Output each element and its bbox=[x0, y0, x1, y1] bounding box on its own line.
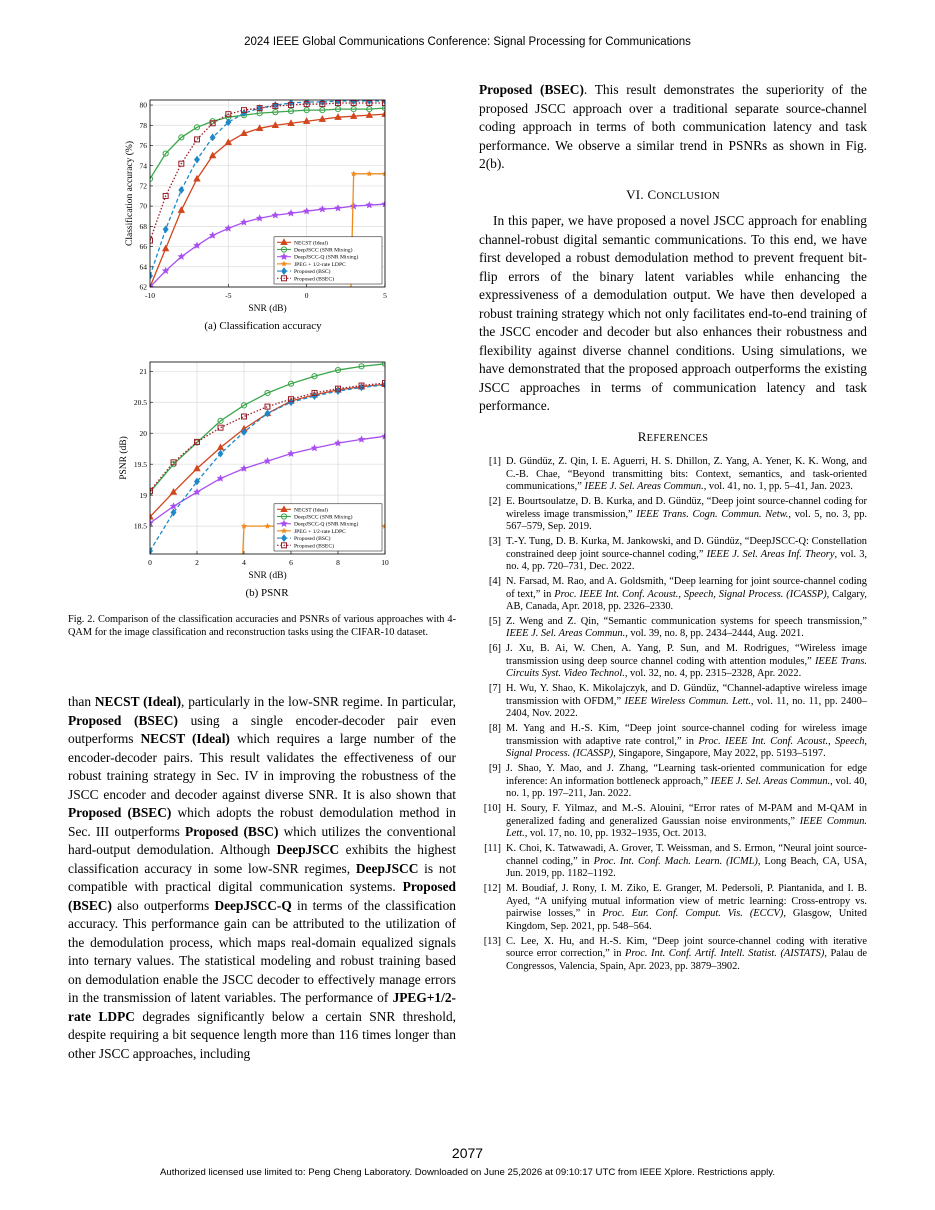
legend-label: NECST (Ideal) bbox=[294, 507, 328, 514]
data-point bbox=[265, 523, 270, 528]
chart-psnr bbox=[110, 358, 410, 583]
y-tick-label: 66 bbox=[139, 242, 147, 252]
reference-segment: , vol. 17, no. 10, pp. 1932–1935, Oct. 2013. bbox=[524, 828, 707, 840]
reference-number: [5] bbox=[488, 615, 501, 627]
reference-number: [9] bbox=[488, 763, 501, 775]
reference-item bbox=[479, 763, 867, 801]
data-point bbox=[350, 203, 357, 210]
y-axis-label: PSNR (dB) bbox=[119, 436, 129, 480]
reference-number: [7] bbox=[488, 683, 501, 695]
left-body-segment: Proposed (BSEC) bbox=[68, 805, 172, 820]
y-tick-label: 68 bbox=[139, 221, 147, 231]
x-tick-label: 8 bbox=[336, 558, 340, 567]
reference-segment: , Calgary, AB, Canada, Apr. 2018, pp. 2326–2330. bbox=[506, 588, 867, 613]
reference-number: [1] bbox=[488, 456, 501, 467]
legend-label: DeepJSCC-Q (SNR Mixing) bbox=[294, 521, 359, 528]
running-header: 2024 IEEE Global Communications Conference: Signal Processing for Communications bbox=[244, 36, 691, 48]
right-top-segment: Proposed (BSEC) bbox=[479, 82, 584, 97]
data-point bbox=[264, 458, 271, 465]
left-body-segment: degrades significantly below a certain SNR threshold, despite requiring a bit sequence length more than 116 times longer than other JSCC approaches, including bbox=[68, 1008, 456, 1061]
left-body-segment: Proposed (BSC) bbox=[184, 823, 279, 839]
references-heading: REFERENCES bbox=[637, 428, 709, 444]
y-axis-label: Classification accuracy (%) bbox=[125, 141, 135, 246]
left-body-segment: Proposed (BSEC) bbox=[68, 879, 456, 913]
x-tick-label: 4 bbox=[242, 558, 246, 567]
reference-segment: N. Farsad, M. Rao, and A. Goldsmith, “Deep learning for joint source-channel coding of text,” in bbox=[506, 575, 867, 600]
reference-item bbox=[479, 496, 867, 534]
series-line bbox=[150, 108, 385, 179]
reference-segment: IEEE J. Sel. Areas Commun. bbox=[506, 628, 626, 640]
data-point bbox=[366, 202, 373, 209]
left-body-segment: in terms of the classification accuracy. This performance gain can be attributed to the utilization of the demodulation process, which maps real-domain equalized signals into ternary values. The statistical modeling and robust training based on demodulation enable the JSCC decoder to effectively manage errors in the transmission of latent variables. The performance of bbox=[68, 897, 456, 1005]
data-point bbox=[256, 215, 263, 222]
reference-segment: , vol. 5, no. 3, pp. 567–579, Sep. 2019. bbox=[506, 508, 867, 533]
reference-segment: K. Choi, K. Tatwawadi, A. Grover, T. Weissman, and S. Ermon, “Neural joint source-channel coding,” in bbox=[506, 843, 867, 867]
reference-segment: , vol. 41, no. 1, pp. 5–41, Jan. 2023. bbox=[703, 481, 853, 493]
reference-segment: C. Lee, X. Hu, and H.-S. Kim, “Deep joint source-channel coding with iterative source error correction,” in bbox=[506, 935, 867, 960]
legend-label: JPEG + 1/2-rate LDPC bbox=[294, 528, 346, 535]
y-tick-label: 19 bbox=[139, 490, 147, 500]
data-point bbox=[367, 171, 372, 176]
reference-list bbox=[479, 456, 867, 973]
series-line bbox=[150, 364, 385, 492]
reference-item bbox=[479, 883, 867, 933]
reference-segment: E. Bourtsoulatze, D. B. Kurka, and D. Gündüz, “Deep joint source-channel coding for wireless image transmission,” bbox=[506, 495, 867, 520]
legend-label: DeepJSCC (SNR Mixing) bbox=[294, 514, 353, 521]
left-body-segment: which adopts the robust demodulation method in Sec. III outperforms bbox=[68, 805, 456, 839]
data-point bbox=[319, 206, 326, 213]
x-tick-label: 2 bbox=[195, 558, 199, 567]
right-column bbox=[479, 81, 867, 976]
left-body-segment: which requires a large number of the encoder-decoder pairs. This result validates the effectiveness of our robust training strategy in Sec. IV in improving the robustness of the JSCC encoder and decoder against diverse SNR. It is also shown that bbox=[68, 731, 456, 802]
y-tick-label: 62 bbox=[139, 282, 147, 292]
conclusion-paragraph: In this paper, we have proposed a novel JSCC approach for enabling channel-robust digital semantic communications. To this end, we have first developed a robust demodulation method to prevent frequent bit-flip errors of the binary latent variables while enhancing the expressiveness of a demodulation output. We have then developed a robust training strategy which not only facilitates end-to-end training of the JSCC encoder and decoder but also enhances their robustness and flexibility against diverse channel conditions. Using simulations, we have demonstrated that the proposed approach outperforms the existing JSCC approaches in terms of communication latency and task performance. bbox=[479, 213, 867, 413]
data-point bbox=[358, 436, 365, 443]
y-tick-label: 18.5 bbox=[133, 521, 147, 531]
x-tick-label: 0 bbox=[304, 291, 309, 300]
reference-item bbox=[479, 576, 867, 614]
reference-segment: H. Soury, F. Yilmaz, and M.-S. Alouini, “Error rates of M-PAM and M-QAM in generalized fading and generalized Gaussian noise environments,” bbox=[506, 803, 867, 827]
data-point bbox=[178, 207, 184, 213]
left-body-segment: also outperforms bbox=[111, 897, 215, 913]
left-body-segment: DeepJSCC-Q bbox=[214, 897, 292, 913]
legend-label: Proposed (BSC) bbox=[294, 269, 331, 276]
reference-segment: , vol. 32, no. 4, pp. 2315–2328, Apr. 2022. bbox=[624, 668, 802, 680]
data-point bbox=[241, 219, 248, 226]
reference-segment: IEEE Commun. Lett. bbox=[506, 815, 867, 840]
legend bbox=[274, 504, 382, 551]
y-tick-label: 64 bbox=[139, 262, 147, 272]
y-tick-label: 78 bbox=[139, 120, 147, 130]
x-tick-label: 5 bbox=[383, 291, 387, 300]
x-axis-label: SNR (dB) bbox=[248, 571, 287, 581]
data-point bbox=[311, 444, 318, 451]
chart-classification-accuracy bbox=[110, 90, 410, 320]
left-body-segment: Proposed (BSEC) bbox=[68, 712, 178, 728]
reference-segment: J. Shao, Y. Mao, and J. Zhang, “Learning task-oriented communication for edge inference: An information bottleneck approach,” bbox=[506, 763, 867, 787]
reference-number: [4] bbox=[488, 575, 501, 587]
series bbox=[148, 381, 388, 494]
reference-item bbox=[479, 843, 867, 881]
reference-number: [2] bbox=[488, 495, 501, 507]
page-number: 2077 bbox=[451, 1145, 484, 1161]
left-body-segment: , particularly in the low-SNR regime. In particular, bbox=[181, 694, 456, 709]
legend-label: Proposed (BSC) bbox=[294, 536, 331, 543]
reference-item bbox=[479, 643, 867, 681]
reference-segment: , vol. 39, no. 8, pp. 2434–2444, Aug. 2021. bbox=[625, 628, 804, 640]
conclusion-heading: VI. CONCLUSION bbox=[626, 186, 720, 202]
results-paragraph-continued bbox=[479, 81, 867, 174]
reference-segment: , Singapore, Singapore, May 2022, pp. 5193–5197. bbox=[613, 748, 826, 760]
left-body-segment: DeepJSCC bbox=[276, 842, 340, 857]
y-tick-label: 70 bbox=[139, 201, 147, 211]
data-point bbox=[272, 212, 279, 219]
reference-segment: H. Wu, Y. Shao, K. Mikolajczyk, and D. Gündüz, “Channel-adaptive wireless image transmission with OFDM,” bbox=[506, 683, 867, 707]
series bbox=[147, 361, 387, 494]
reference-item bbox=[479, 616, 867, 641]
x-axis-label: SNR (dB) bbox=[248, 304, 287, 314]
figure-caption: Fig. 2. Comparison of the classification accuracies and PSNRs of various approaches with 4-QAM for the image classification and reconstruction tasks using the CIFAR-10 dataset. bbox=[68, 614, 456, 638]
right-top-segment: . This result demonstrates the superiority of the proposed JSCC approach over a traditional separate source-channel coding approach in terms of both communication latency and task performance. We observe a similar trend in PSNRs as shown in Fig. 2(b). bbox=[479, 82, 867, 171]
reference-segment: Proc. IEEE Int. Conf. Acoust., Speech, Signal Process. (ICASSP) bbox=[554, 588, 827, 600]
series-line bbox=[150, 383, 385, 491]
y-tick-label: 21 bbox=[139, 366, 147, 376]
reference-number: [8] bbox=[488, 723, 501, 735]
left-body-segment: NECST (Ideal) bbox=[140, 731, 230, 746]
reference-number: [3] bbox=[488, 535, 501, 547]
reference-number: [6] bbox=[488, 643, 501, 655]
data-point bbox=[194, 156, 199, 163]
y-tick-label: 20.5 bbox=[133, 397, 147, 407]
x-tick-label: -5 bbox=[225, 291, 232, 300]
reference-segment: IEEE Trans. Cogn. Commun. Netw. bbox=[636, 508, 789, 520]
data-point bbox=[335, 205, 342, 212]
series bbox=[148, 101, 388, 243]
reference-item bbox=[479, 456, 867, 494]
legend-label: DeepJSCC-Q (SNR Mixing) bbox=[294, 254, 359, 261]
y-tick-label: 76 bbox=[139, 141, 147, 151]
legend-label: DeepJSCC (SNR Mixing) bbox=[294, 247, 353, 254]
reference-segment: , Glasgow, United Kingdom, Sep. 2021, pp. 548–564. bbox=[506, 908, 867, 932]
x-tick-label: 0 bbox=[148, 558, 152, 567]
reference-segment: , Palau de Congressos, Valencia, Spain, Apr. 2023, pp. 3879–3902. bbox=[506, 948, 867, 972]
y-tick-label: 20 bbox=[139, 428, 147, 438]
left-body-segment: using a single encoder-decoder pair even outperforms bbox=[68, 712, 456, 746]
reference-segment: J. Xu, B. Ai, W. Chen, A. Yang, P. Sun, and M. Rodrigues, “Wireless image transmission using deep source channel coding with attention modules,” bbox=[506, 643, 867, 667]
reference-number: [10] bbox=[483, 803, 501, 815]
reference-item bbox=[479, 723, 867, 761]
reference-segment: Proc. IEEE Int. Conf. Acoust., Speech, Signal Process. (ICASSP) bbox=[506, 735, 867, 760]
x-tick-label: 10 bbox=[381, 558, 389, 567]
reference-segment: IEEE J. Sel. Areas Commun. bbox=[710, 775, 831, 787]
x-tick-label: 6 bbox=[289, 558, 293, 567]
reference-segment: IEEE Trans. Circuits Syst. Video Technol. bbox=[506, 655, 867, 680]
reference-segment: T.-Y. Tung, D. B. Kurka, M. Jankowski, and D. Gündüz, “DeepJSCC-Q: Constellation constrained deep joint source-channel coding,” bbox=[506, 535, 867, 560]
data-point bbox=[273, 102, 278, 109]
legend bbox=[274, 237, 382, 284]
reference-segment: IEEE Wireless Commun. Lett. bbox=[624, 695, 751, 707]
reference-item bbox=[479, 536, 867, 574]
reference-number: [11] bbox=[484, 843, 501, 855]
legend-label: JPEG + 1/2-rate LDPC bbox=[294, 261, 346, 268]
reference-item bbox=[479, 803, 867, 841]
reference-item bbox=[479, 683, 867, 721]
reference-item bbox=[479, 936, 867, 974]
data-point bbox=[288, 210, 295, 217]
data-point bbox=[162, 245, 168, 251]
y-tick-label: 80 bbox=[139, 100, 147, 110]
reference-segment: Proc. Eur. Conf. Comput. Vis. (ECCV) bbox=[602, 908, 784, 920]
reference-segment: M. Boudiaf, J. Rony, I. M. Ziko, E. Granger, M. Pedersoli, P. Piantanida, and I. B. Ayed, “A unifying mutual information view of metric learning: Cross-entropy vs. pairwise losses,” in bbox=[506, 883, 867, 920]
reference-segment: Proc. Int. Conf. Artif. Intell. Statist. (AISTATS) bbox=[625, 948, 825, 960]
reference-number: [13] bbox=[483, 935, 501, 947]
left-body-segment: DeepJSCC bbox=[355, 860, 419, 876]
data-point bbox=[163, 226, 168, 233]
x-tick-label: -10 bbox=[145, 291, 155, 300]
reference-segment: , vol. 11, no. 11, pp. 2400–2404, Nov. 2022. bbox=[506, 695, 867, 720]
left-body-segment: JPEG+1/2-rate LDPC bbox=[68, 990, 456, 1024]
left-body-segment: NECST (Ideal) bbox=[94, 694, 182, 709]
y-tick-label: 72 bbox=[139, 181, 147, 191]
left-body-segment: is not compatible with practical digital communication systems. bbox=[68, 860, 456, 894]
reference-segment: Z. Weng and Z. Qin, “Semantic communication systems for speech transmission,” bbox=[506, 615, 867, 627]
legend-label: Proposed (BSEC) bbox=[294, 543, 334, 550]
data-point bbox=[312, 393, 317, 400]
reference-segment: D. Gündüz, Z. Qin, I. E. Aguerri, H. S. Dhillon, Z. Yang, A. Yener, K. K. Wong, and C.-B. Chae, “Beyond transmitting bits: Context, semantics, and task-oriented communications,” bbox=[506, 456, 867, 493]
reference-number: [12] bbox=[483, 883, 501, 895]
reference-segment: IEEE J. Sel. Areas Inf. Theory bbox=[706, 548, 835, 560]
reference-segment: , vol. 3, no. 4, pp. 720–731, Dec. 2022. bbox=[506, 548, 867, 573]
series bbox=[147, 381, 388, 519]
reference-segment: , vol. 40, no. 1, pp. 197–211, Jan. 2022. bbox=[506, 775, 867, 800]
subcaption-b: (b) PSNR bbox=[245, 587, 289, 599]
left-column-text bbox=[68, 693, 456, 1063]
y-tick-label: 19.5 bbox=[133, 459, 147, 469]
left-body-segment: exhibits the highest classification accuracy in some low-SNR regimes, bbox=[68, 842, 456, 876]
data-point bbox=[225, 139, 231, 145]
series-line bbox=[150, 103, 385, 240]
legend-label: Proposed (BSEC) bbox=[294, 276, 334, 283]
reference-segment: IEEE J. Sel. Areas Commun. bbox=[584, 481, 704, 493]
reference-segment: M. Yang and H.-S. Kim, “Deep joint source-channel coding for wireless image transmission with adaptive rate control,” in bbox=[506, 723, 867, 747]
left-body-segment: than bbox=[68, 694, 95, 709]
reference-segment: , Long Beach, CA, USA, Jun. 2019, pp. 1182–1192. bbox=[506, 855, 867, 880]
left-body-segment: which utilizes the conventional hard-output demodulation. Although bbox=[68, 823, 456, 857]
subcaption-a: (a) Classification accuracy bbox=[204, 320, 322, 332]
license-footer: Authorized licensed use limited to: Peng Cheng Laboratory. Downloaded on June 25,2026 at 09:10:17 UTC from IEEE Xplore. Restrictions apply. bbox=[159, 1167, 776, 1178]
reference-segment: Proc. Int. Conf. Mach. Learn. (ICML) bbox=[593, 855, 758, 867]
legend-label: NECST (Ideal) bbox=[294, 240, 328, 247]
y-tick-label: 74 bbox=[139, 161, 147, 171]
